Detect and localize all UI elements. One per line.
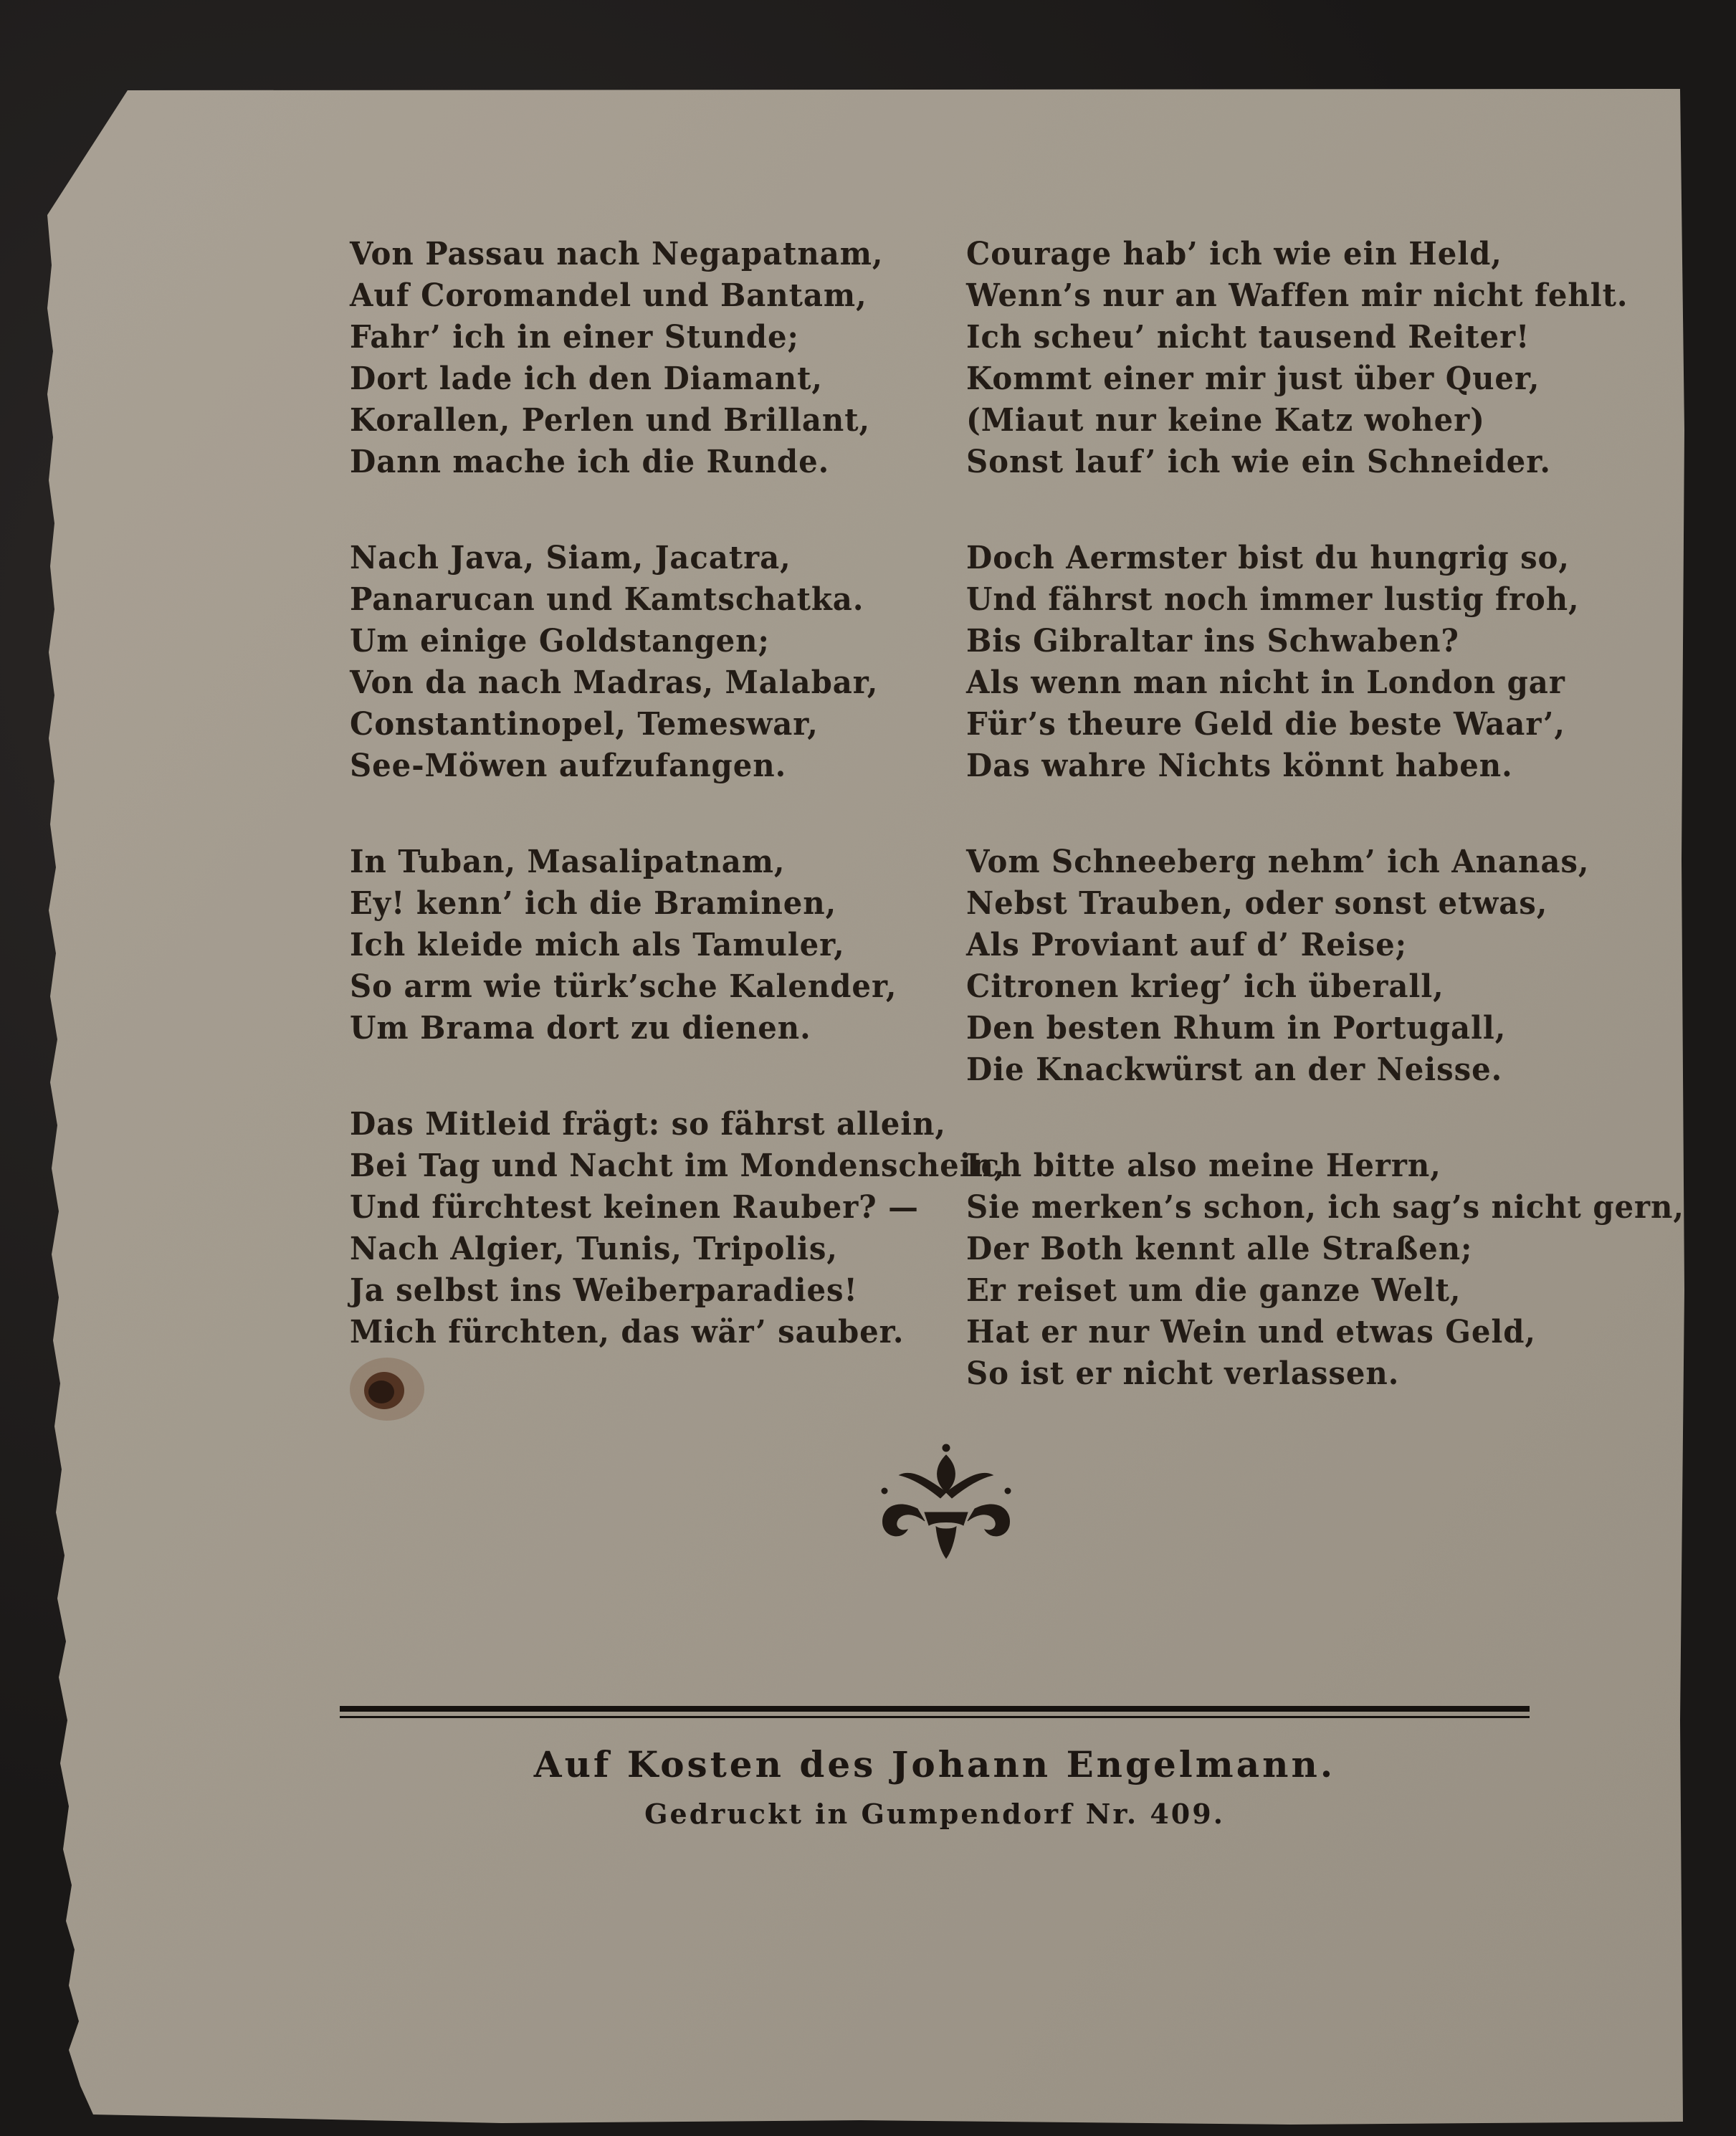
verse-line: Hat er nur Wein und etwas Geld, (966, 1314, 1536, 1350)
verse-line: Um einige Goldstangen; (350, 623, 770, 659)
verse-line: Ich kleide mich als Tamuler, (350, 927, 845, 963)
burn-stain (344, 1348, 430, 1426)
verse-line: Courage hab’ ich wie ein Held, (966, 236, 1502, 272)
verse-line: Bis Gibraltar ins Schwaben? (966, 623, 1459, 659)
verse-line: Ja selbst ins Weiberparadies! (350, 1272, 858, 1309)
verse-line: Sie merken’s schon, ich sag’s nicht gern, (966, 1189, 1684, 1226)
stanza (966, 841, 1590, 1091)
printer-ornament-icon (867, 1441, 1025, 1563)
verse-line: Kommt einer mir just über Quer, (966, 361, 1540, 397)
verse-line: Citronen krieg’ ich überall, (966, 968, 1444, 1005)
verse-line: Das wahre Nichts könnt haben. (966, 748, 1513, 784)
verse-line: (Miaut nur keine Katz woher) (966, 402, 1485, 439)
verse-line: Ich scheu’ nicht tausend Reiter! (966, 319, 1530, 356)
verse-line: Und fürchtest keinen Rauber? — (350, 1189, 919, 1226)
verse-line: Den besten Rhum in Portugall, (966, 1010, 1507, 1046)
verse-line: So arm wie türk’sche Kalender, (350, 968, 897, 1005)
verse-line: Wenn’s nur an Waffen mir nicht fehlt. (966, 277, 1628, 314)
verse-line: Nach Java, Siam, Jacatra, (350, 540, 791, 576)
imprint-line: Auf Kosten des Johann Engelmann. (533, 1743, 1336, 1785)
verse-line: Um Brama dort zu dienen. (350, 1010, 811, 1046)
verse-line: Panarucan und Kamtschatka. (350, 581, 864, 618)
poem-right-column (966, 234, 1684, 1395)
verse-line: Und fährst noch immer lustig froh, (966, 581, 1580, 618)
verse-line: Dort lade ich den Diamant, (350, 361, 823, 397)
verse-line: Doch Aermster bist du hungrig so, (966, 540, 1570, 576)
verse-line: Von Passau nach Negapatnam, (350, 236, 884, 272)
verse-line: Der Both kennt alle Straßen; (966, 1231, 1473, 1267)
verse-line: Er reiset um die ganze Welt, (966, 1272, 1461, 1309)
printer-line: Gedruckt in Gumpendorf Nr. 409. (644, 1798, 1225, 1830)
verse-line: So ist er nicht verlassen. (966, 1355, 1400, 1392)
verse-line: In Tuban, Masalipatnam, (350, 844, 786, 880)
verse-line: Dann mache ich die Runde. (350, 444, 830, 480)
stanza (966, 1145, 1684, 1395)
footer-rule-thick (340, 1706, 1530, 1712)
verse-line: Vom Schneeberg nehm’ ich Ananas, (966, 844, 1590, 880)
stanza (350, 1104, 1006, 1353)
stanza (966, 538, 1580, 787)
verse-line: Das Mitleid frägt: so fährst allein, (350, 1106, 946, 1143)
verse-line: Ich bitte also meine Herrn, (966, 1148, 1441, 1184)
verse-line: Constantinopel, Temeswar, (350, 706, 819, 743)
verse-line: Mich fürchten, das wär’ sauber. (350, 1314, 905, 1350)
verse-line: Die Knackwürst an der Neisse. (966, 1052, 1503, 1088)
verse-line: Auf Coromandel und Bantam, (350, 277, 867, 314)
verse-line: Bei Tag und Nacht im Mondenschein, (350, 1148, 1006, 1184)
stanza (350, 841, 938, 1049)
verse-line: Korallen, Perlen und Brillant, (350, 402, 870, 439)
stanza (966, 234, 1628, 483)
verse-line: Für’s theure Geld die beste Waar’, (966, 706, 1565, 743)
footer-rule-thin (340, 1716, 1530, 1718)
stanza (350, 538, 938, 787)
poem-left-column (350, 234, 1006, 1353)
verse-line: Sonst lauf’ ich wie ein Schneider. (966, 444, 1551, 480)
verse-line: Als Proviant auf d’ Reise; (966, 927, 1408, 963)
verse-line: See-Möwen aufzufangen. (350, 748, 787, 784)
verse-line: Fahr’ ich in einer Stunde; (350, 319, 799, 356)
verse-line: Von da nach Madras, Malabar, (350, 664, 879, 701)
verse-line: Ey! kenn’ ich die Braminen, (350, 885, 837, 922)
verse-line: Nebst Trauben, oder sonst etwas, (966, 885, 1548, 922)
verse-line: Nach Algier, Tunis, Tripolis, (350, 1231, 838, 1267)
stanza (350, 234, 938, 483)
verse-line: Als wenn man nicht in London gar (966, 664, 1565, 701)
